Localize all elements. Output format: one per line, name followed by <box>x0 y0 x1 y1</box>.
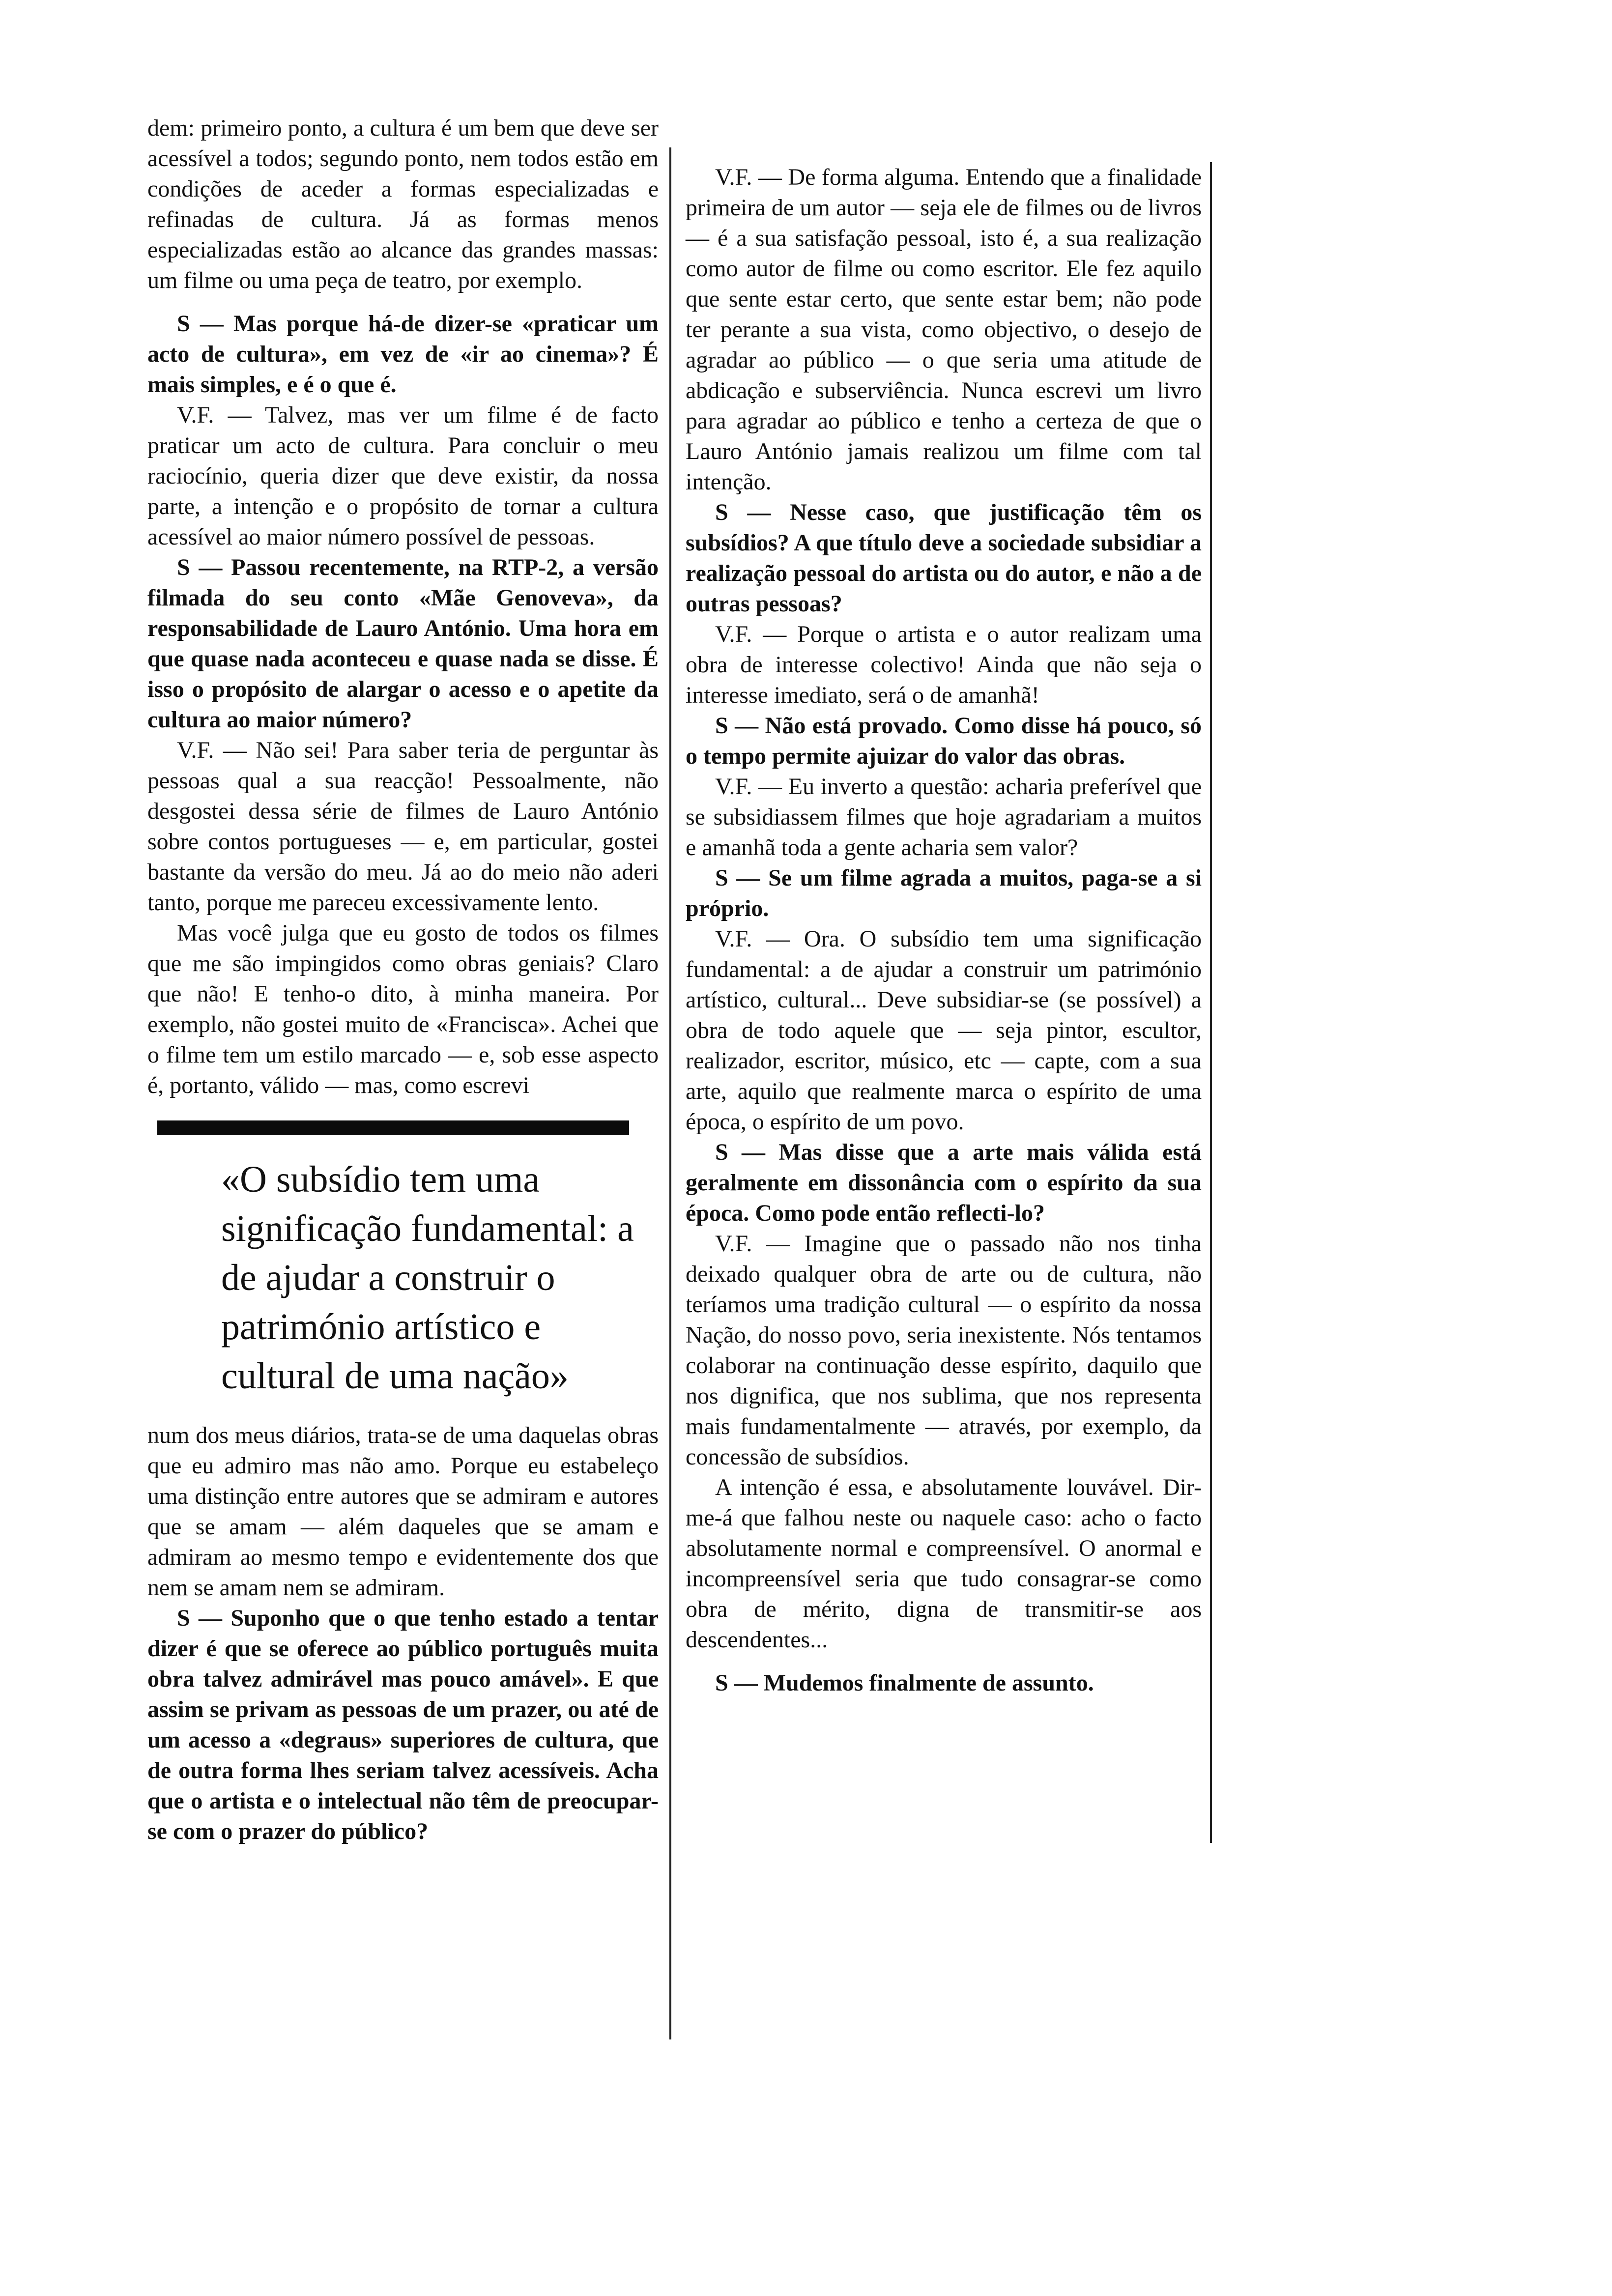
question-paragraph: S — Se um filme agrada a muitos, paga-se a si próprio. <box>686 865 1202 921</box>
answer-paragraph: Mas você julga que eu gosto de todos os filmes que me são impingidos como obras geniais? Claro que não! E tenho-o dito, à minha maneira. Por exemplo, não gostei muito de «Francisca». Achei que o filme tem um estilo marcado — e, sob esse aspecto é, portanto, válido — mas, como escrevi <box>147 920 659 1098</box>
question-paragraph: S — Suponho que o que tenho estado a tentar dizer é que se oferece ao público português muita obra talvez admirável mas pouco amável». E que assim se privam as pessoas de um prazer, ou até de um acesso a «degraus» superiores de cultura, que de outra forma lhes seriam talvez acessíveis. Acha que o artista e o intelectual não têm de preocupar-se com o prazer do público? <box>147 1605 659 1844</box>
answer-paragraph: V.F. — Eu inverto a questão: acharia preferível que se subsidiassem filmes que hoje agradariam a muitos e amanhã toda a gente acharia sem valor? <box>686 774 1202 861</box>
answer-paragraph: V.F. — Não sei! Para saber teria de perguntar às pessoas qual a sua reacção! Pessoalmente, não desgostei dessa série de filmes de Lauro António sobre contos portugueses — e, em particular, gostei bastante da versão do meu. Já ao do meio não aderi tanto, porque me pareceu excessivamente lento. <box>147 737 659 916</box>
answer-paragraph: num dos meus diários, trata-se de uma daquelas obras que eu admiro mas não amo. Porque eu estabeleço uma distinção entre autores que se admiram e autores que se amam — além daqueles que se amam e admiram ao mesmo tempo e evidentemente dos que nem se amam nem se admiram. <box>147 1422 659 1601</box>
answer-paragraph: V.F. — Porque o artista e o autor realizam uma obra de interesse colectivo! Ainda que não seja o interesse imediato, será o de amanhã! <box>686 621 1202 708</box>
answer-paragraph: V.F. — Talvez, mas ver um filme é de facto praticar um acto de cultura. Para concluir o meu raciocínio, queria dizer que deve existir, da nossa parte, a intenção e o propósito de tornar a cultura acessível ao maior número possível de pessoas. <box>147 402 659 550</box>
answer-paragraph: dem: primeiro ponto, a cultura é um bem que deve ser acessível a todos; segundo ponto, nem todos estão em condições de aceder a formas especializadas e refinadas de cultura. Já as formas menos especializadas estão ao alcance das grandes massas: um filme ou uma peça de teatro, por exemplo. <box>147 115 659 293</box>
question-paragraph: S — Mas disse que a arte mais válida está geralmente em dissonância com o espírito da sua época. Como pode então reflecti-lo? <box>686 1139 1202 1226</box>
answer-paragraph: V.F. — Imagine que o passado não nos tinha deixado qualquer obra de arte ou de cultura, não teríamos uma tradição cultural — o espírito da nossa Nação, do nosso povo, seria inexistente. Nós tentamos colaborar na continuação desse espírito, daquilo que nos dignifica, que nos sublima, que nos representa mais fundamentalmente — através, por exemplo, da concessão de subsídios. <box>686 1231 1202 1470</box>
question-paragraph: S — Mas porque há-de dizer-se «praticar um acto de cultura», em vez de «ir ao cinema»? É mais simples, e é o que é. <box>147 311 659 398</box>
right-border-rule <box>1210 162 1212 1843</box>
answer-paragraph: A intenção é essa, e absolutamente louvável. Dir-me-á que falhou neste ou naquele caso: acho o facto absolutamente normal e compreensível. O anormal e incompreensível seria que tudo consagrar-se como obra de mérito, digna de transmitir-se aos descendentes... <box>686 1474 1202 1653</box>
question-paragraph: S — Nesse caso, que justificação têm os subsídios? A que título deve a sociedade subsidiar a realização pessoal do artista ou do autor, e não a de outras pessoas? <box>686 499 1202 617</box>
right-column <box>686 162 1202 1698</box>
question-paragraph: S — Passou recentemente, na RTP-2, a versão filmada do seu conto «Mãe Genoveva», da responsabilidade de Lauro António. Uma hora em que quase nada aconteceu e quase nada se disse. É isso o propósito de alargar o acesso e o apetite da cultura ao maior número? <box>147 554 659 733</box>
black-divider-bar <box>157 1120 629 1135</box>
pull-quote: «O subsídio tem uma significação fundamental: a de ajudar a construir o património artístico e cultural de uma nação» <box>221 1159 634 1397</box>
answer-paragraph: V.F. — De forma alguma. Entendo que a finalidade primeira de um autor — seja ele de filmes ou de livros — é a sua satisfação pessoal, isto é, a sua realização como autor de filme ou como escritor. Ele fez aquilo que sente estar certo, que sente estar bem; não pode ter perante a sua vista, como objectivo, o desejo de agradar ao público — o que seria uma atitude de abdicação e subserviência. Nunca escrevi um livro para agradar ao público e tenho a certeza de que o Lauro António jamais realizou um filme com tal intenção. <box>686 164 1202 495</box>
answer-paragraph: V.F. — Ora. O subsídio tem uma significação fundamental: a de ajudar a construir um património artístico, cultural... Deve subsidiar-se (se possível) a obra de todo aquele que — seja pintor, escultor, realizador, escritor, músico, etc — capte, com a sua arte, aquilo que realmente marca o espírito de uma época, o espírito de um povo. <box>686 926 1202 1135</box>
question-paragraph: S — Não está provado. Como disse há pouco, só o tempo permite ajuizar do valor das obras. <box>686 713 1202 769</box>
question-paragraph: S — Mudemos finalmente de assunto. <box>715 1670 1094 1696</box>
left-column <box>147 113 659 1847</box>
column-divider <box>669 147 671 2039</box>
